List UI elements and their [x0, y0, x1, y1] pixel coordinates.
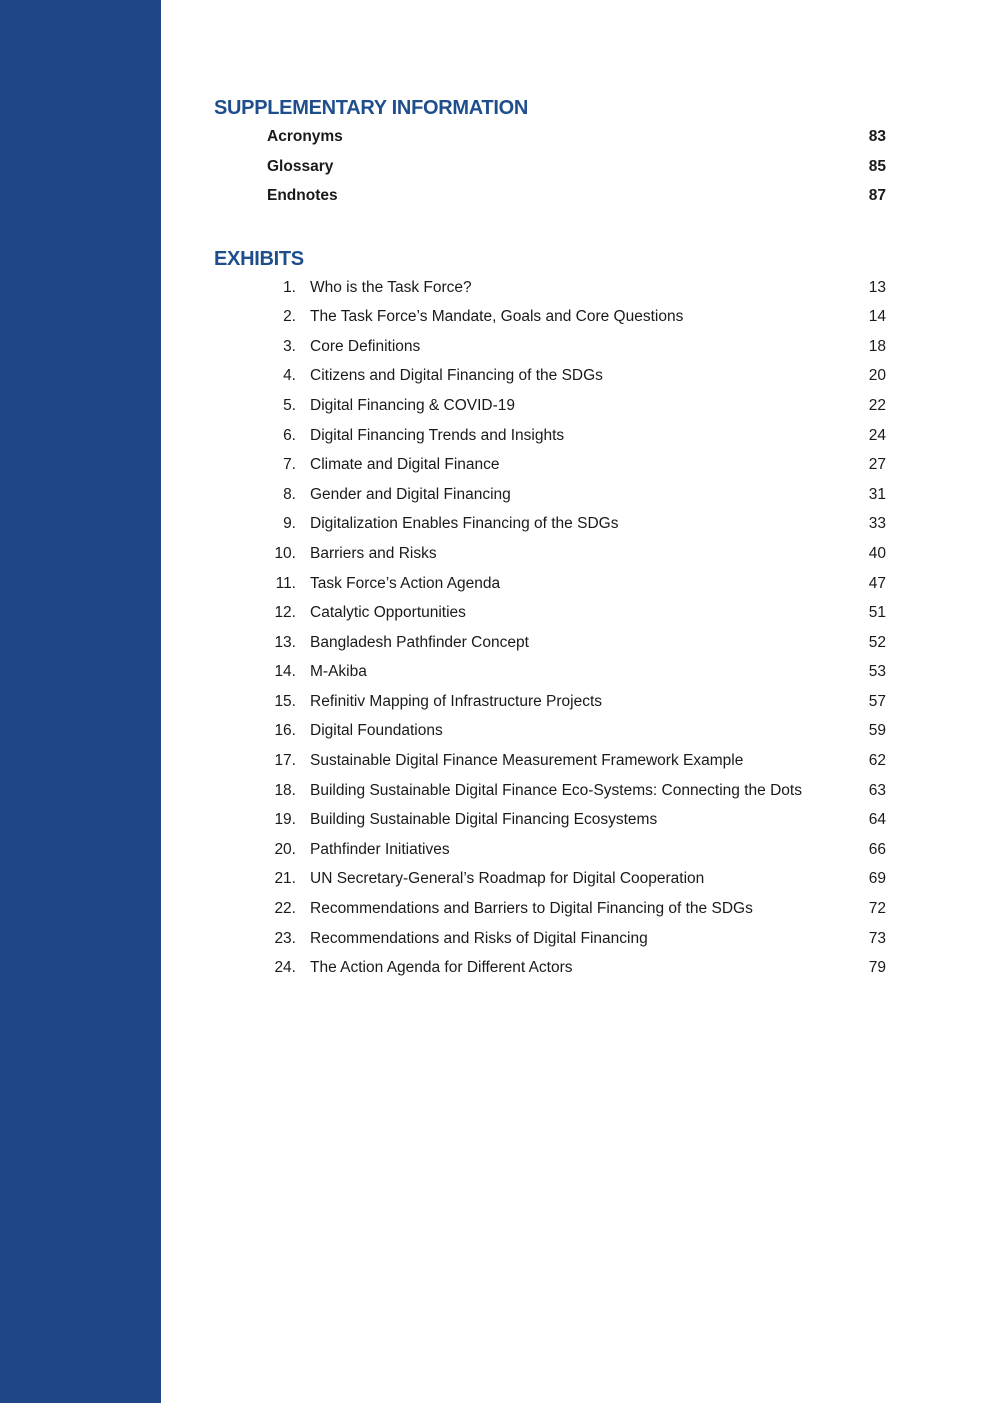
supplementary-list: [214, 122, 894, 211]
exhibit-entry[interactable]: [214, 865, 894, 895]
exhibit-number: 4.: [283, 367, 296, 385]
exhibit-number: 22.: [274, 900, 296, 918]
exhibit-title: Gender and Digital Financing: [310, 485, 511, 503]
exhibit-page: 14: [868, 308, 886, 326]
exhibit-entry[interactable]: [214, 598, 894, 628]
exhibit-page: 64: [868, 811, 886, 829]
exhibit-number: 11.: [275, 574, 296, 592]
table-of-contents: [214, 94, 894, 983]
exhibit-number: 13.: [274, 633, 296, 651]
exhibit-title: Digital Foundations: [310, 722, 443, 740]
exhibit-entry[interactable]: [214, 569, 894, 599]
exhibit-page: 62: [868, 752, 886, 770]
exhibit-title: Refinitiv Mapping of Infrastructure Projects: [310, 692, 603, 710]
exhibit-title: Pathfinder Initiatives: [310, 840, 450, 858]
exhibit-page: 24: [868, 426, 886, 444]
exhibit-page: 31: [868, 485, 886, 503]
toc-entry-label: Acronyms: [267, 128, 343, 145]
exhibit-page: 69: [868, 870, 886, 888]
exhibit-number: 12.: [274, 604, 296, 622]
exhibit-entry[interactable]: [214, 746, 894, 776]
exhibit-title: Recommendations and Risks of Digital Financing: [310, 929, 648, 947]
exhibit-entry[interactable]: [214, 953, 894, 983]
exhibit-number: 9.: [283, 515, 296, 533]
toc-entry-page: 83: [868, 128, 886, 145]
exhibit-page: 79: [868, 959, 886, 977]
exhibit-entry[interactable]: [214, 273, 894, 303]
exhibit-entry[interactable]: [214, 510, 894, 540]
exhibit-number: 7.: [283, 456, 296, 474]
exhibit-entry[interactable]: [214, 539, 894, 569]
exhibit-number: 16.: [274, 722, 296, 740]
exhibit-entry[interactable]: [214, 717, 894, 747]
exhibit-title: Citizens and Digital Financing of the SDGs: [310, 367, 603, 385]
exhibit-page: 51: [868, 604, 886, 622]
exhibit-number: 2.: [283, 308, 296, 326]
exhibit-number: 3.: [283, 337, 296, 355]
exhibit-number: 23.: [274, 929, 296, 947]
exhibit-entry[interactable]: [214, 450, 894, 480]
exhibit-page: 13: [868, 278, 886, 296]
exhibit-entry[interactable]: [214, 480, 894, 510]
exhibit-page: 18: [868, 337, 886, 355]
exhibit-entry[interactable]: [214, 835, 894, 865]
exhibit-title: UN Secretary-General’s Roadmap for Digital Cooperation: [310, 870, 705, 888]
exhibit-number: 15.: [274, 692, 296, 710]
exhibit-entry[interactable]: [214, 421, 894, 451]
supplementary-heading: SUPPLEMENTARY INFORMATION: [214, 97, 528, 119]
exhibit-number: 1.: [283, 278, 296, 296]
exhibit-entry[interactable]: [214, 894, 894, 924]
exhibit-page: 57: [868, 692, 886, 710]
exhibit-page: 52: [868, 633, 886, 651]
toc-entry[interactable]: [214, 122, 894, 152]
exhibit-number: 19.: [274, 811, 296, 829]
exhibit-entry[interactable]: [214, 391, 894, 421]
exhibit-number: 8.: [283, 485, 296, 503]
exhibit-title: Recommendations and Barriers to Digital Financing of the SDGs: [310, 900, 753, 918]
exhibit-title: Who is the Task Force?: [310, 278, 472, 296]
exhibit-page: 47: [868, 574, 886, 592]
exhibit-number: 18.: [274, 781, 296, 799]
exhibit-page: 72: [868, 900, 886, 918]
side-color-band: [0, 0, 161, 1403]
toc-entry-label: Glossary: [267, 157, 334, 175]
section-spacer: [214, 211, 894, 245]
exhibit-page: 66: [868, 840, 886, 858]
exhibit-page: 63: [868, 781, 886, 799]
exhibit-title: Barriers and Risks: [310, 544, 437, 562]
exhibit-number: 10.: [274, 544, 296, 562]
exhibit-title: Task Force’s Action Agenda: [310, 574, 501, 592]
exhibit-title: Sustainable Digital Finance Measurement Framework Example: [310, 752, 744, 770]
exhibit-entry[interactable]: [214, 924, 894, 954]
exhibit-title: Bangladesh Pathfinder Concept: [310, 633, 529, 651]
exhibit-entry[interactable]: [214, 302, 894, 332]
exhibit-page: 27: [868, 456, 886, 474]
exhibit-title: Digitalization Enables Financing of the SDGs: [310, 515, 619, 533]
exhibit-title: Catalytic Opportunities: [310, 604, 466, 622]
exhibit-page: 40: [868, 544, 886, 562]
exhibit-title: Building Sustainable Digital Financing Ecosystems: [310, 811, 658, 829]
toc-entry-page: 85: [868, 157, 886, 175]
exhibit-title: Building Sustainable Digital Finance Eco-Systems: Connecting the Dots: [310, 781, 802, 799]
exhibit-page: 53: [868, 663, 886, 681]
exhibit-title: The Action Agenda for Different Actors: [310, 959, 573, 977]
toc-entry[interactable]: [214, 152, 894, 182]
exhibit-number: 17.: [274, 752, 296, 770]
exhibit-title: The Task Force’s Mandate, Goals and Core Questions: [310, 308, 684, 326]
exhibit-title: Digital Financing & COVID-19: [310, 396, 516, 414]
exhibit-entry[interactable]: [214, 362, 894, 392]
exhibit-entry[interactable]: [214, 628, 894, 658]
exhibit-page: 33: [868, 515, 886, 533]
exhibit-title: Climate and Digital Finance: [310, 456, 500, 474]
exhibit-number: 14.: [274, 663, 296, 681]
exhibit-number: 24.: [274, 959, 296, 977]
exhibit-entry[interactable]: [214, 776, 894, 806]
exhibit-entry[interactable]: [214, 805, 894, 835]
toc-entry[interactable]: [214, 181, 894, 211]
exhibit-title: Digital Financing Trends and Insights: [310, 426, 565, 444]
exhibit-page: 20: [868, 367, 886, 385]
toc-entry-label: Endnotes: [267, 187, 338, 205]
exhibit-entry[interactable]: [214, 687, 894, 717]
exhibit-entry[interactable]: [214, 332, 894, 362]
toc-entry-page: 87: [868, 187, 886, 205]
exhibit-number: 5.: [283, 396, 296, 414]
exhibit-page: 59: [868, 722, 886, 740]
exhibit-page: 73: [868, 929, 886, 947]
exhibit-page: 22: [868, 396, 886, 414]
exhibit-title: M-Akiba: [310, 663, 367, 681]
exhibit-number: 6.: [283, 426, 296, 444]
exhibit-number: 20.: [274, 840, 296, 858]
exhibit-entry[interactable]: [214, 658, 894, 688]
exhibits-heading: EXHIBITS: [214, 247, 304, 270]
exhibit-title: Core Definitions: [310, 337, 421, 355]
exhibits-list: [214, 273, 894, 983]
exhibit-number: 21.: [274, 870, 296, 888]
